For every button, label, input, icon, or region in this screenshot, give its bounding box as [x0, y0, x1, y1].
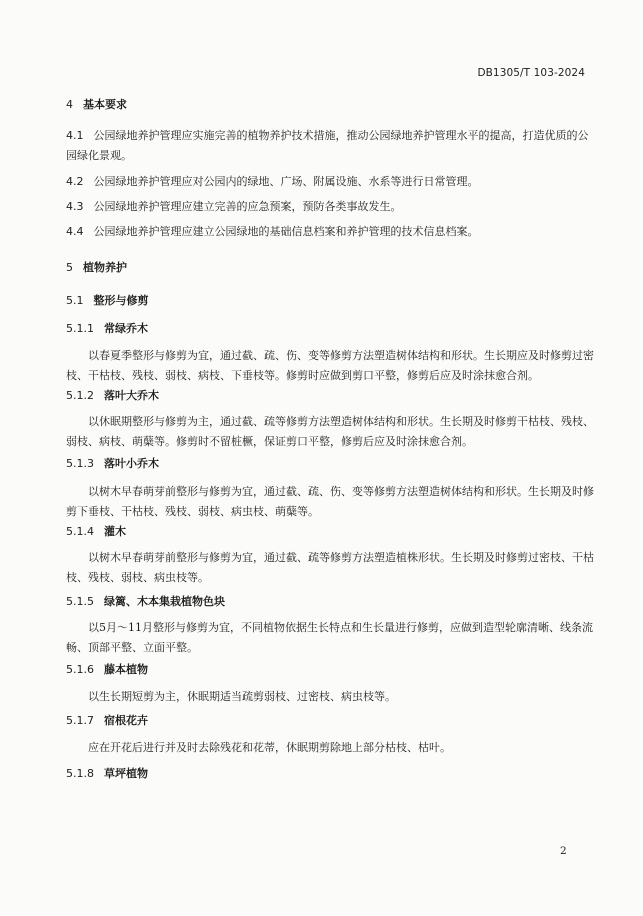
- section-number: 5.1.5: [66, 595, 94, 608]
- section-5-1-6-heading: [66, 661, 596, 677]
- section-number: 5.1.4: [66, 525, 94, 538]
- section-title: 灌木: [104, 525, 126, 538]
- section-5-1-5-text: 以5月～11月整形与修剪为宜，不同植物依据生长特点和生长量进行修剪，应做到造型轮廓清晰、线条流畅、顶部平整、立面平整。: [66, 621, 593, 654]
- document-code: DB1305/T 103-2024: [477, 67, 585, 79]
- section-5-1-heading: [66, 292, 596, 308]
- clause-4-4: [66, 222, 596, 242]
- section-title: 宿根花卉: [104, 714, 148, 727]
- section-5-1-4-heading: [66, 523, 596, 539]
- section-title: 整形与修剪: [93, 294, 149, 307]
- section-5-1-7-heading: [66, 712, 596, 728]
- section-number: 5.1.7: [66, 714, 94, 727]
- section-number: 5.1.2: [66, 389, 94, 402]
- section-title: 常绿乔木: [104, 322, 148, 335]
- section-number: 5: [66, 261, 73, 274]
- section-5-1-2-heading: [66, 387, 596, 403]
- clause-number: 4.1: [66, 129, 84, 142]
- page-number: 2: [560, 845, 567, 857]
- section-5-1-8-heading: [66, 765, 596, 781]
- section-5-1-1-heading: [66, 320, 596, 336]
- section-number: 5.1.8: [66, 767, 94, 780]
- clause-number: 4.2: [66, 175, 84, 188]
- section-4-heading: [66, 96, 596, 112]
- section-5-1-7-text: 应在开花后进行并及时去除残花和花蒂，休眠期剪除地上部分枯枝、枯叶。: [88, 741, 451, 754]
- section-number: 4: [66, 98, 73, 111]
- section-5-1-2-text: 以休眠期整形与修剪为主，通过截、疏等修剪方法塑造树体结构和形状。生长期及时修剪干枯枝、残枝、弱枝、病枝、萌蘖等。修剪时不留桩橛，保证剪口平整，修剪后应及时涂抹愈合剂。: [66, 415, 594, 448]
- clause-4-2: [66, 172, 596, 192]
- section-title: 植物养护: [83, 261, 127, 274]
- clause-4-1: [66, 126, 596, 166]
- clause-number: 4.4: [66, 225, 84, 238]
- section-5-1-5-heading: [66, 593, 596, 609]
- section-title: 藤本植物: [104, 663, 148, 676]
- section-title: 草坪植物: [104, 767, 148, 780]
- section-number: 5.1.1: [66, 322, 94, 335]
- section-5-heading: [66, 259, 596, 275]
- section-5-1-4-text: 以树木早春萌芽前整形与修剪为宜，通过截、疏等修剪方法塑造植株形状。生长期及时修剪过密枝、干枯枝、残枝、弱枝、病虫枝等。: [66, 551, 594, 584]
- section-title: 绿篱、木本集栽植物色块: [104, 595, 225, 608]
- section-5-1-6-text: 以生长期短剪为主，休眠期适当疏剪弱枝、过密枝、病虫枝等。: [88, 690, 396, 703]
- clause-text: 公园绿地养护管理应对公园内的绿地、广场、附属设施、水系等进行日常管理。: [93, 175, 479, 188]
- clause-text: 公园绿地养护管理应建立公园绿地的基础信息档案和养护管理的技术信息档案。: [93, 225, 479, 238]
- section-title: 落叶小乔木: [104, 457, 159, 470]
- section-number: 5.1: [66, 294, 84, 307]
- section-5-1-3-text: 以树木早春萌芽前整形与修剪为宜，通过截、疏、伤、变等修剪方法塑造树体结构和形状。生长期及时修剪下垂枝、干枯枝、残枝、弱枝、病虫枝、萌蘖等。: [66, 485, 594, 518]
- clause-number: 4.3: [66, 200, 84, 213]
- clause-text: 公园绿地养护管理应实施完善的植物养护技术措施，推动公园绿地养护管理水平的提高，打造优质的公园绿化景观。: [66, 129, 589, 162]
- clause-4-3: [66, 197, 596, 217]
- section-title: 基本要求: [83, 98, 127, 111]
- section-5-1-3-heading: [66, 455, 596, 471]
- section-title: 落叶大乔木: [104, 389, 159, 402]
- section-5-1-1-text: 以春夏季整形与修剪为宜，通过截、疏、伤、变等修剪方法塑造树体结构和形状。生长期应及时修剪过密枝、干枯枝、残枝、弱枝、病枝、下垂枝等。修剪时应做到剪口平整，修剪后应及时涂抹愈合剂。: [66, 349, 594, 382]
- clause-text: 公园绿地养护管理应建立完善的应急预案，预防各类事故发生。: [93, 200, 402, 213]
- section-number: 5.1.6: [66, 663, 94, 676]
- section-number: 5.1.3: [66, 457, 94, 470]
